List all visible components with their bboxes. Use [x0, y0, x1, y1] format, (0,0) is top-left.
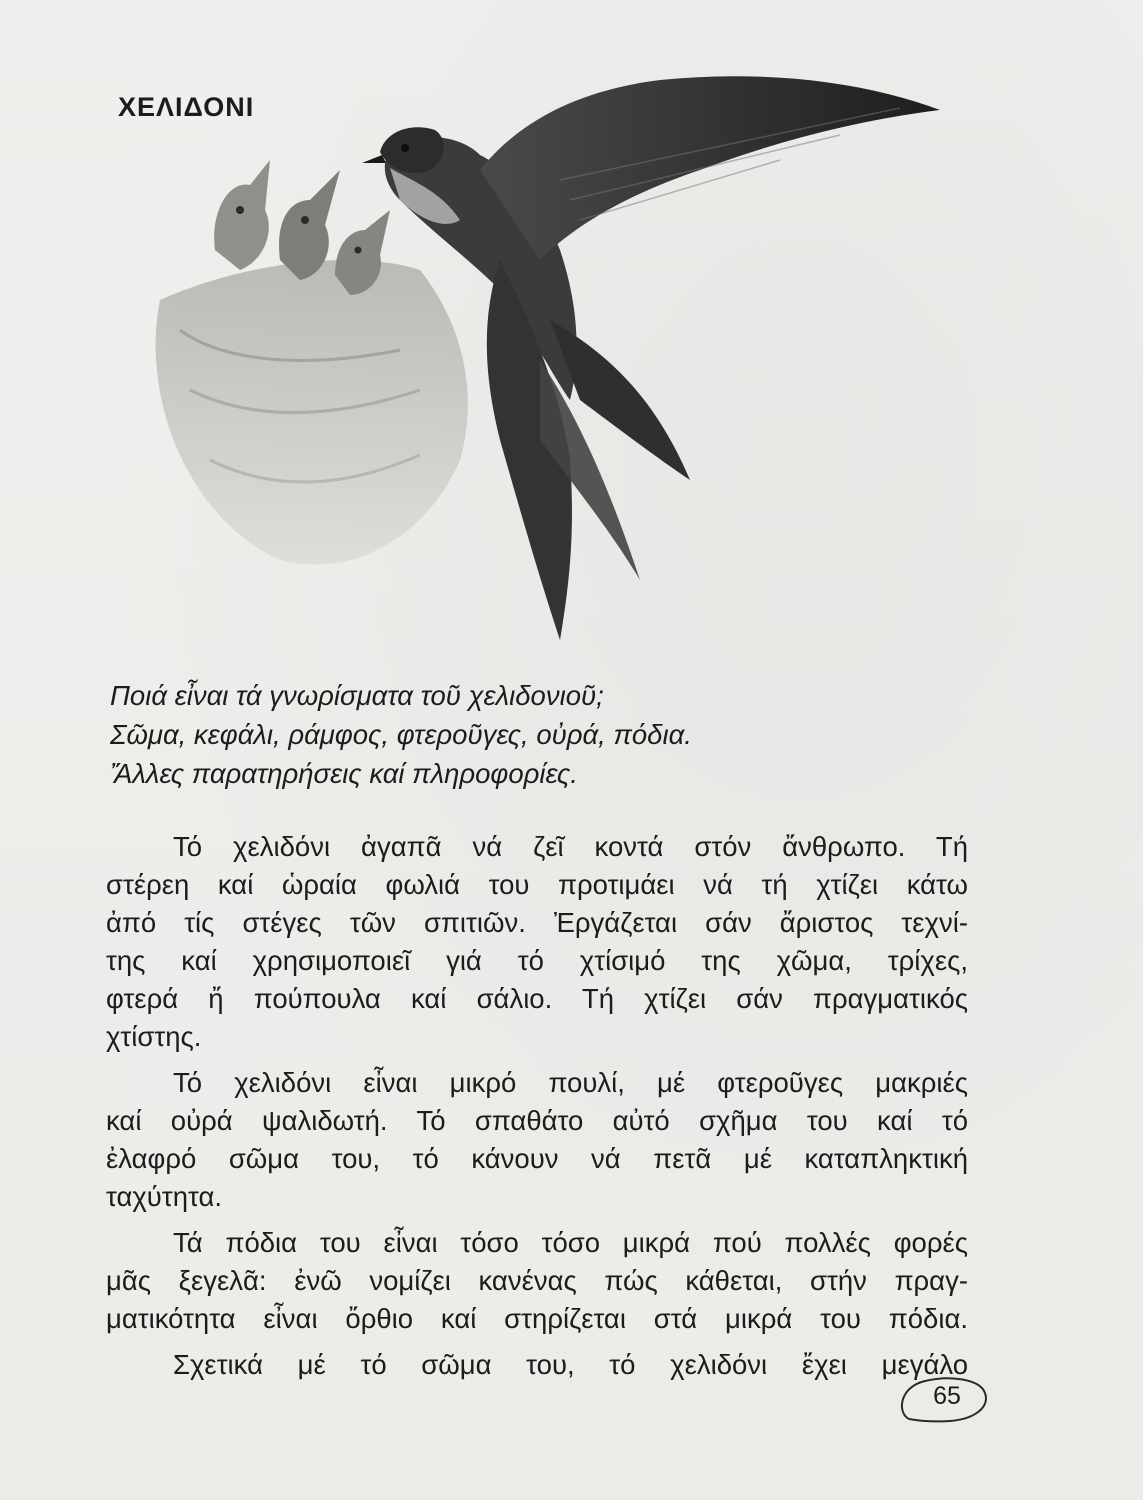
paragraph-4: [106, 1346, 968, 1384]
paragraph-1: [106, 828, 968, 1056]
text-line: ἀπό τίς στέγες τῶν σπιτιῶν. Ἐργάζεται σάν ἄριστος τεχνί-: [106, 907, 968, 938]
page-number-text: 65: [933, 1382, 961, 1410]
text-line: ἐλαφρό σῶμα του, τό κάνουν νά πετᾶ μέ καταπληκτική: [106, 1143, 968, 1174]
text-line: Τά πόδια του εἶναι τόσο τόσο μικρά πού πολλές φορές: [173, 1227, 968, 1258]
text-line: Σχετικά μέ τό σῶμα του, τό χελιδόνι ἔχει μεγάλο: [173, 1349, 968, 1380]
question-line: Ποιά εἶναι τά γνωρίσματα τοῦ χελιδονιοῦ;: [110, 680, 604, 711]
text-line: της καί χρησιμοποιεῖ γιά τό χτίσιμό της χῶμα, τρίχες,: [106, 945, 968, 976]
text-line: ταχύτητα.: [106, 1181, 223, 1212]
text-line: Τό χελιδόνι ἀγαπᾶ νά ζεῖ κοντά στόν ἄνθρωπο. Τή: [173, 831, 968, 862]
question-line: Σῶμα, κεφάλι, ράμφος, φτεροῦγες, οὐρά, πόδια.: [110, 719, 692, 750]
paragraph-3: [106, 1224, 968, 1338]
page-title: ΧΕΛΙΔΟΝΙ: [118, 92, 255, 122]
questions-block: [110, 676, 692, 793]
text-line: ματικότητα εἶναι ὄρθιο καί στηρίζεται στά μικρά του πόδια.: [106, 1303, 968, 1334]
text-line: φτερά ἤ πούπουλα καί σάλιο. Τή χτίζει σάν πραγματικός: [106, 983, 968, 1014]
paragraph-2: [106, 1064, 968, 1216]
text-line: Τό χελιδόνι εἶναι μικρό πουλί, μέ φτεροῦγες μακριές: [173, 1067, 968, 1098]
question-line: Ἄλλες παρατηρήσεις καί πληροφορίες.: [110, 758, 578, 789]
body-text: [106, 828, 968, 1384]
text-line: στέρεη καί ὡραία φωλιά του προτιμάει νά τή χτίζει κάτω: [106, 869, 968, 900]
text-line: καί οὐρά ψαλιδωτή. Τό σπαθάτο αὐτό σχῆμα του καί τό: [106, 1105, 968, 1136]
page-number: [895, 1373, 991, 1433]
text-line: μᾶς ξεγελᾶ: ἐνῶ νομίζει κανένας πώς κάθεται, στήν πραγ-: [106, 1265, 968, 1296]
text-line: χτίστης.: [106, 1021, 202, 1052]
swallow-illustration: [100, 60, 1040, 660]
